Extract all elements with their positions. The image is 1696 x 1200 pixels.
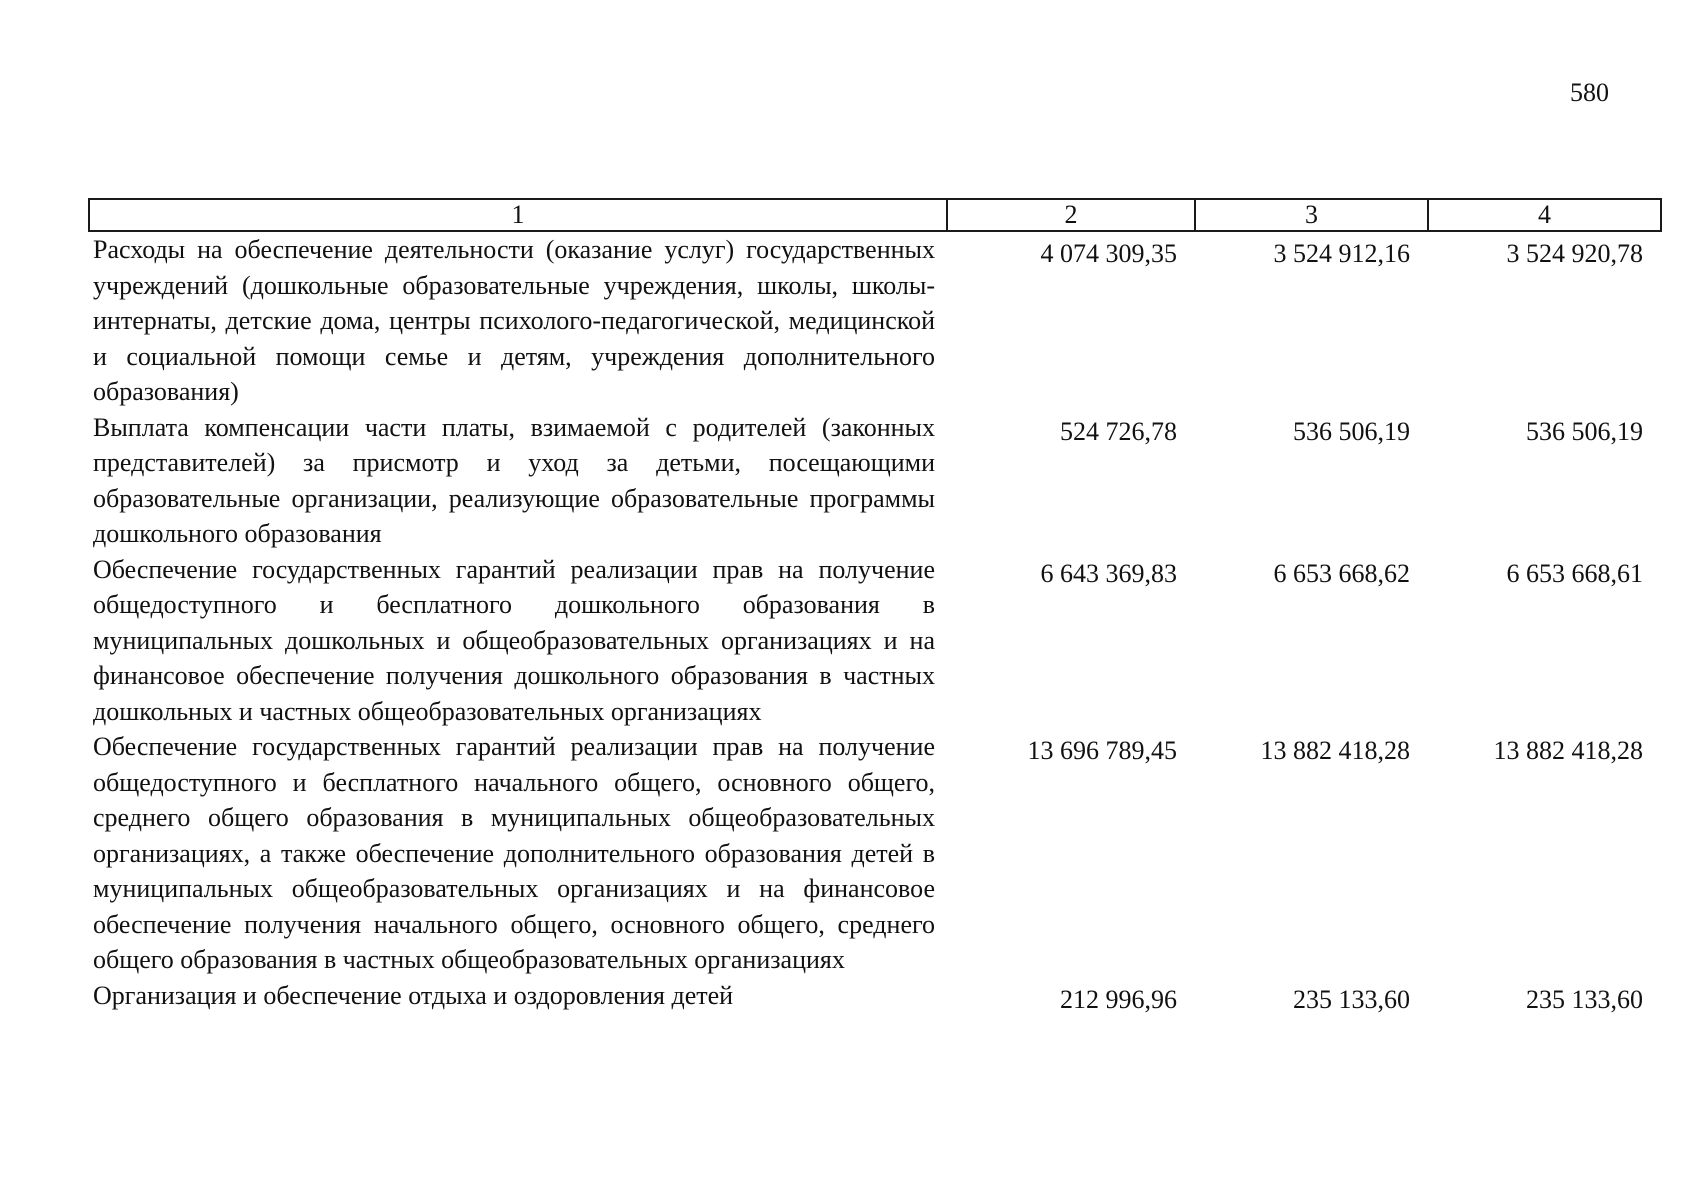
row-value-col4: 3 524 920,78 [1506,239,1643,268]
row-description: Расходы на обеспечение деятельности (оказание услуг) государственных учреждений (дошкольные образовательные учреждения, школы, школы-интернаты, детские дома, центры психолого-педагогической, медицинской и социальной помощи семье и детям, учреждения дополнительного образования) [93,235,935,406]
column-header-1: 1 [89,199,947,231]
row-description: Выплата компенсации части платы, взимаемой с родителей (законных представителей) за присмотр и уход за детьми, посещающими образовательные организации, реализующие образовательные программы дошкольного образования [93,412,935,548]
table-row [89,978,1661,1018]
row-value-col3: 235 133,60 [1293,984,1410,1014]
row-value-col3: 3 524 912,16 [1273,239,1410,268]
row-value-col4: 235 133,60 [1526,984,1643,1014]
row-description: Обеспечение государственных гарантий реализации прав на получение общедоступного и бесплатного дошкольного образования в муниципальных дошкольных и общеобразовательных организациях и на финансовое обеспечение получения дошкольного образования в частных дошкольных и частных общеобразовательных организациях [93,554,935,726]
page-number: 580 [1570,78,1609,107]
row-value-col2: 4 074 309,35 [1040,239,1177,268]
row-value-col2: 212 996,96 [1060,984,1177,1014]
row-description: Обеспечение государственных гарантий реализации прав на получение общедоступного и бесплатного начального общего, основного общего, среднего общего образования в муниципальных общеобразовательных организациях, а также обеспечение дополнительного образования детей в муниципальных общеобразовательных организациях и на финансовое обеспечение получения начального общего, основного общего, среднего общего образования в частных общеобразовательных организациях [93,732,935,974]
row-description: Организация и обеспечение отдыха и оздоровления детей [93,980,734,1010]
row-value-col3: 536 506,19 [1293,416,1410,446]
row-value-col2: 13 696 789,45 [1027,736,1177,765]
row-value-col3: 6 653 668,62 [1273,558,1410,588]
row-value-col4: 536 506,19 [1526,416,1643,446]
column-header-3: 3 [1195,199,1428,231]
table-row [89,410,1661,552]
row-value-col4: 13 882 418,28 [1493,736,1643,765]
column-header-2: 2 [947,199,1195,231]
budget-table [88,198,1662,1017]
row-value-col3: 13 882 418,28 [1260,736,1410,765]
table-row [89,231,1661,410]
table-row [89,552,1661,730]
table-header-row [89,199,1661,231]
row-value-col4: 6 653 668,61 [1506,558,1643,588]
column-header-4: 4 [1428,199,1661,231]
row-value-col2: 524 726,78 [1060,416,1177,446]
table-row [89,729,1661,978]
row-value-col2: 6 643 369,83 [1040,558,1177,588]
